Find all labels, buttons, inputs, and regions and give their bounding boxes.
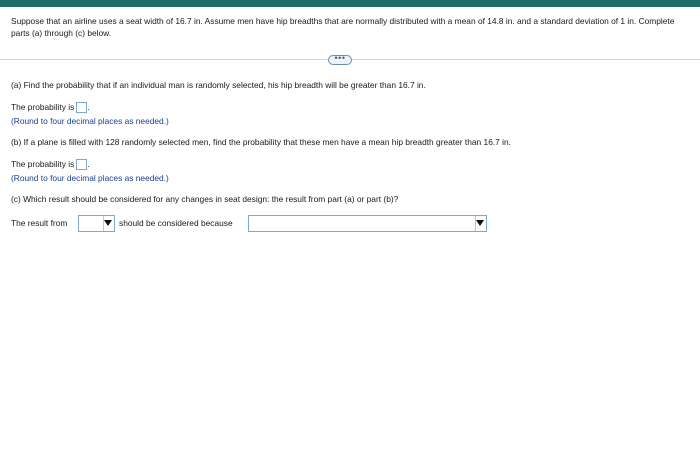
part-b-prompt: (b) If a plane is filled with 128 randomly selected men, find the probability that these men have a mean hip breadth greater than 16.7 in. — [11, 137, 512, 147]
part-c-reason-dropdown[interactable] — [248, 215, 487, 232]
part-a-answer-label: The probability is — [11, 102, 75, 112]
part-b-rounding-note: (Round to four decimal places as needed.) — [11, 173, 169, 183]
expand-more-button[interactable] — [328, 55, 352, 65]
part-a-prompt: (a) Find the probability that if an individual man is randomly selected, his hip breadth will be greater than 16.7 in. — [11, 80, 426, 90]
part-c-result-dropdown[interactable] — [78, 215, 115, 232]
part-a-answer-suffix: . — [87, 102, 90, 112]
part-c-prompt: (c) Which result should be considered for any changes in seat design: the result from part (a) or part (b)? — [11, 194, 399, 204]
part-b-answer-suffix: . — [87, 159, 90, 169]
part-a-answer-input[interactable] — [76, 102, 90, 113]
part-b-answer-input[interactable] — [76, 159, 90, 170]
question-intro: Suppose that an airline uses a seat width of 16.7 in. Assume men have hip breadths that are normally distributed with a mean of 14.8 in. and a standard deviation of 1 in. Complete parts (a) through (c) below. — [11, 16, 675, 38]
part-a-answer-row — [11, 102, 90, 113]
part-b-answer-label: The probability is — [11, 159, 75, 169]
chevron-down-icon — [104, 220, 112, 226]
top-accent-bar — [0, 0, 700, 7]
chevron-down-icon — [476, 220, 484, 226]
part-c-lead-text: The result from — [11, 218, 68, 228]
part-b-answer-row — [11, 159, 90, 170]
more-dots-icon: ••• — [334, 53, 346, 63]
part-c-middle-text: should be considered because — [119, 218, 233, 228]
part-a-rounding-note: (Round to four decimal places as needed.) — [11, 116, 169, 126]
